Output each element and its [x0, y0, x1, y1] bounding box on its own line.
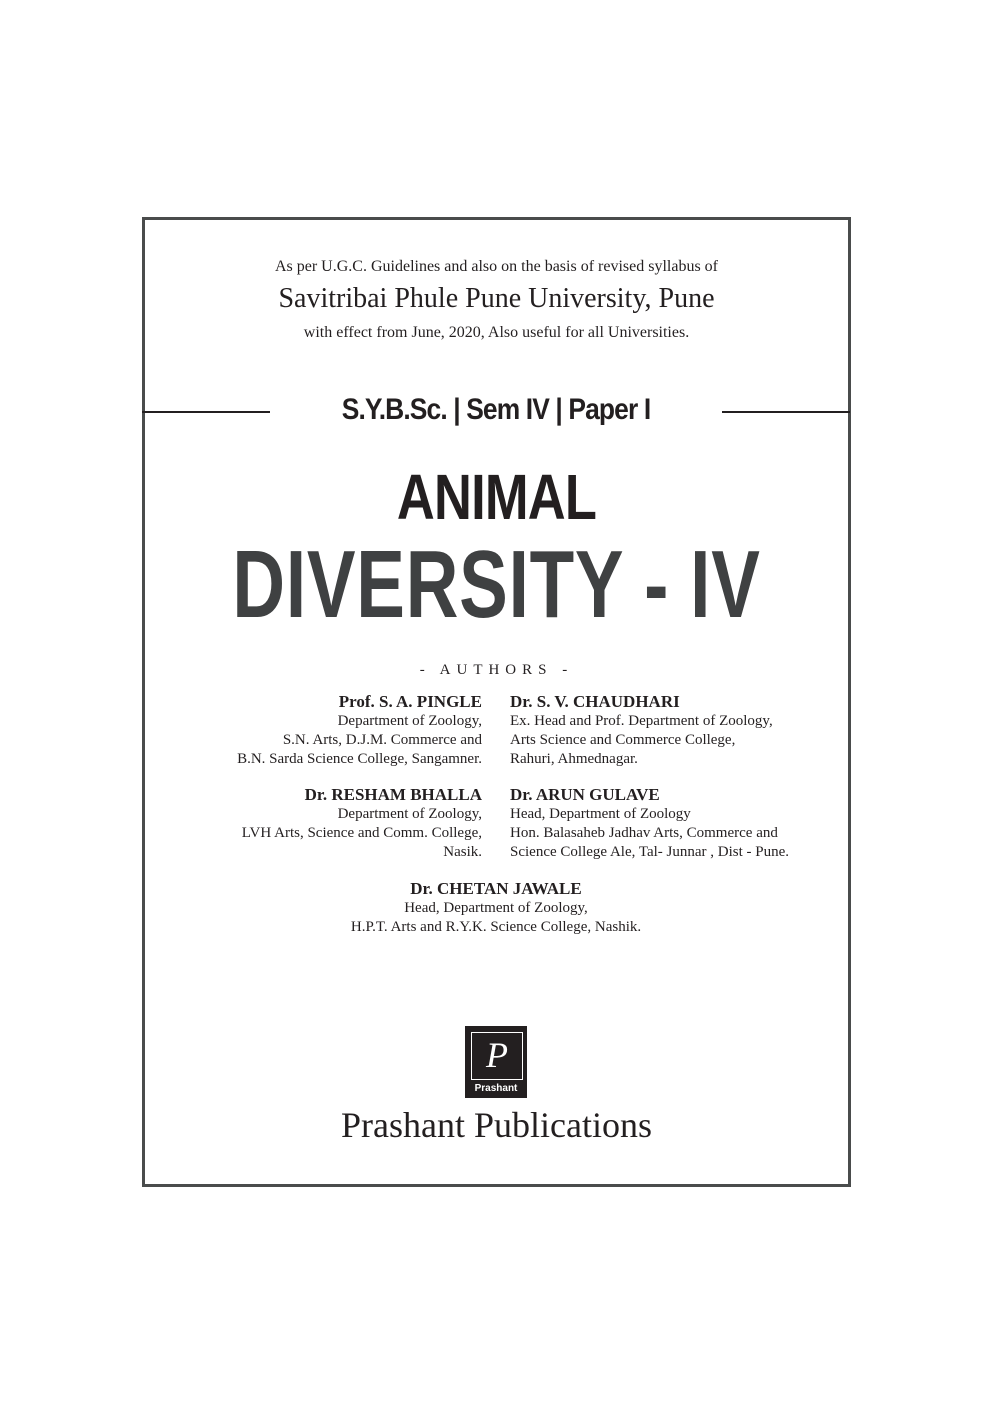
- author-block: [296, 879, 696, 937]
- left-divider: [142, 411, 270, 413]
- author-block: [182, 692, 482, 769]
- author-name: Dr. ARUN GULAVE: [510, 785, 660, 804]
- author-affiliation: Head, Department of Zoology: [510, 806, 691, 822]
- author-block: [510, 785, 830, 862]
- effect-text: with effect from June, 2020, Also useful for all Universities.: [303, 324, 690, 341]
- guideline-text: As per U.G.C. Guidelines and also on the basis of revised syllabus of: [274, 258, 719, 275]
- author-affiliation: Head, Department of Zoology,: [404, 900, 588, 916]
- author-affiliation: Department of Zoology,: [337, 713, 482, 729]
- author-affiliation: Department of Zoology,: [337, 806, 482, 822]
- author-affiliation: Hon. Balasaheb Jadhav Arts, Commerce and: [510, 825, 778, 841]
- author-affiliation: Rahuri, Ahmednagar.: [510, 751, 638, 767]
- title-line-1: ANIMAL: [396, 461, 597, 533]
- prashant-logo: [465, 1026, 527, 1098]
- author-affiliation: H.P.T. Arts and R.Y.K. Science College, Nashik.: [350, 919, 642, 935]
- title-line-2: DIVERSITY - IV: [232, 531, 761, 638]
- author-block: [510, 692, 830, 769]
- author-affiliation: S.N. Arts, D.J.M. Commerce and: [282, 732, 482, 748]
- logo-emblem: [471, 1032, 523, 1080]
- university-name: Savitribai Phule Pune University, Pune: [278, 283, 715, 314]
- logo-glyph: P: [486, 1035, 508, 1075]
- right-divider: [722, 411, 850, 413]
- author-affiliation: Ex. Head and Prof. Department of Zoology,: [510, 713, 773, 729]
- author-block: [182, 785, 482, 862]
- authors-heading: - AUTHORS -: [419, 662, 574, 678]
- author-affiliation: Nasik.: [443, 844, 482, 860]
- author-name: Prof. S. A. PINGLE: [338, 692, 482, 711]
- author-affiliation: Science College Ale, Tal- Junnar , Dist - Pune.: [510, 844, 790, 860]
- author-name: Dr. S. V. CHAUDHARI: [510, 692, 680, 711]
- author-affiliation: LVH Arts, Science and Comm. College,: [241, 825, 482, 841]
- author-affiliation: Arts Science and Commerce College,: [510, 732, 736, 748]
- author-name: Dr. CHETAN JAWALE: [410, 879, 582, 898]
- author-name: Dr. RESHAM BHALLA: [304, 785, 482, 804]
- course-label: S.Y.B.Sc. | Sem IV | Paper I: [341, 393, 651, 426]
- publisher-name: Prashant Publications: [341, 1105, 652, 1145]
- logo-label: Prashant: [474, 1083, 518, 1094]
- author-affiliation: B.N. Sarda Science College, Sangamner.: [237, 751, 482, 767]
